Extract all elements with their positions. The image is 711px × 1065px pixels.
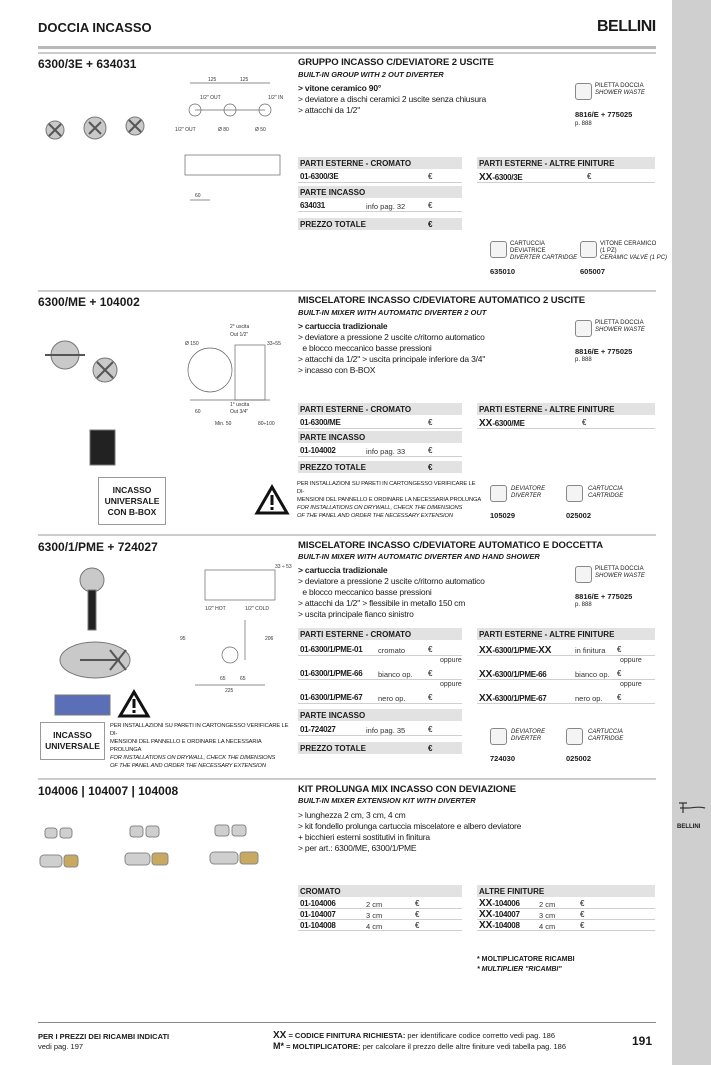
table-header: PARTE INCASSO — [298, 431, 462, 443]
shower-waste-icon — [575, 566, 592, 583]
universal-box-badge — [98, 477, 166, 525]
label: CARTUCCIA — [588, 729, 623, 735]
feature: > lunghezza 2 cm, 3 cm, 4 cm — [298, 810, 406, 820]
item-code: -6300/3E — [492, 173, 523, 182]
or-label: oppure — [620, 657, 642, 664]
total-row — [298, 461, 462, 473]
shower-waste-page: p. 888 — [575, 357, 592, 363]
xx-code: XX — [479, 909, 493, 920]
xx-code: XX — [479, 669, 493, 680]
item-code: -6300/1/PME- — [492, 646, 539, 655]
length: 2 cm — [539, 900, 556, 909]
table-row — [477, 416, 655, 429]
part-label — [511, 729, 545, 743]
or-label: oppure — [440, 657, 462, 664]
label: SHOWER WASTE — [595, 573, 645, 579]
item-code: -104006 — [492, 899, 520, 908]
finish: nero op. — [575, 694, 603, 703]
table-row — [477, 691, 655, 704]
dimension-label: 65 — [240, 676, 246, 682]
table-header: PARTI ESTERNE - CROMATO — [298, 403, 462, 415]
table-row — [298, 909, 462, 920]
key: XX — [273, 1030, 287, 1041]
shower-waste-label — [595, 320, 645, 334]
item-code: -104007 — [492, 910, 520, 919]
price: € — [582, 418, 587, 427]
table-row — [298, 723, 462, 736]
feature: > per art.: 6300/ME, 6300/1/PME — [298, 843, 417, 853]
total-label: PREZZO TOTALE — [300, 744, 366, 753]
label: PILETTA DOCCIA — [595, 566, 644, 572]
product-subtitle: BUILT-IN MIXER WITH AUTOMATIC DIVERTER AND HAND SHOWER — [298, 552, 540, 561]
price: € — [428, 744, 433, 753]
label: INCASSO — [53, 730, 92, 740]
table-row — [298, 691, 462, 704]
shower-waste-page: p. 888 — [575, 602, 592, 608]
price: € — [428, 201, 433, 210]
label: = CODICE FINITURA RICHIESTA: — [288, 1031, 406, 1040]
feature: > incasso con B-BOX — [298, 365, 376, 375]
finish: bianco op. — [575, 670, 610, 679]
technical-drawing — [170, 75, 290, 205]
feature: > vitone ceramico 90° — [298, 83, 382, 93]
dimension-label: Ø 50 — [255, 127, 266, 133]
shower-waste-code: 8816/E + 775025 — [575, 592, 633, 601]
feature: > cartuccia tradizionale — [298, 321, 388, 331]
label: CERAMIC VALVE (1 PC) — [600, 255, 668, 261]
xx-code: XX — [479, 645, 493, 656]
shower-waste-code: 8816/E + 775025 — [575, 110, 633, 119]
universal-box-badge — [40, 722, 105, 760]
cartridge-icon — [490, 241, 507, 258]
item-code: 01-6300/1/PME-66 — [300, 669, 363, 678]
label: (1 PZ) — [600, 248, 617, 254]
item-code: 01-6300/1/PME-67 — [300, 693, 363, 702]
part-code: 025002 — [566, 754, 592, 763]
part-code: 605007 — [580, 267, 606, 276]
legend-xx — [273, 1030, 566, 1041]
xx-code: XX — [479, 898, 493, 909]
part-code: 724030 — [490, 754, 516, 763]
product-subtitle: BUILT-IN MIXER EXTENSION KIT WITH DIVERTER — [298, 796, 476, 805]
total-row — [298, 742, 462, 754]
part-code: 635010 — [490, 267, 516, 276]
note-line: OF THE PANEL AND ORDER THE NECESSARY EXTENSION — [297, 513, 453, 519]
info: info pag. 33 — [366, 447, 406, 456]
dimension-label: Ø 150 — [185, 341, 199, 347]
drywall-note — [110, 722, 292, 770]
label: INCASSO — [112, 484, 152, 495]
label: SHOWER WASTE — [595, 327, 645, 333]
feature-list — [298, 810, 521, 854]
total-row — [298, 218, 462, 230]
label: DEVIATORE — [511, 486, 546, 492]
technical-drawing — [170, 320, 290, 430]
price: € — [428, 645, 433, 654]
part-label — [588, 729, 623, 743]
label: UNIVERSALE — [104, 495, 160, 506]
product-title: MISCELATORE INCASSO C/DEVIATORE AUTOMATICO E DOCCETTA — [298, 540, 604, 551]
price: € — [415, 910, 420, 919]
product-title: KIT PROLUNGA MIX INCASSO CON DEVIAZIONE — [298, 784, 516, 795]
item-code: 01-104002 — [300, 446, 336, 455]
feature: e blocco meccanico basse pressioni — [298, 587, 432, 597]
finish: in finitura — [575, 646, 606, 655]
price: € — [428, 725, 433, 734]
shower-waste-icon — [575, 320, 592, 337]
xx-code: XX — [538, 645, 552, 656]
table-row — [477, 643, 655, 656]
text: per calcolare il prezzo delle altre finiture vedi tabella pag. 186 — [362, 1042, 567, 1051]
item-code: 634031 — [300, 201, 325, 210]
item-code: 01-724027 — [300, 725, 336, 734]
table-row — [298, 667, 462, 680]
dimension-label: Out 3/4" — [230, 409, 249, 415]
note-line: FOR INSTALLATIONS ON DRYWALL, CHECK THE DIMENSIONS — [110, 755, 276, 761]
warning-icon — [255, 485, 289, 515]
cartridge-icon — [566, 728, 583, 745]
product-code: 6300/1/PME + 724027 — [38, 540, 158, 554]
dimension-label: Out 1/2" — [230, 332, 249, 338]
dimension-label: 225 — [225, 688, 234, 694]
price: € — [617, 693, 622, 702]
part-code: 105029 — [490, 511, 516, 520]
footer-spare-parts-note — [38, 1032, 169, 1052]
table-header: PARTI ESTERNE - ALTRE FINITURE — [477, 403, 655, 415]
feature: e blocco meccanico basse pressioni — [298, 343, 432, 353]
dimension-label: 1/2" OUT — [175, 127, 196, 133]
price: € — [428, 220, 433, 229]
technical-drawing — [175, 560, 295, 694]
feature: > deviatore a dischi ceramici 2 uscite senza chiusura — [298, 94, 487, 104]
price: € — [428, 172, 433, 181]
page-number: 191 — [632, 1034, 653, 1048]
product-subtitle: BUILT-IN MIXER WITH AUTOMATIC DIVERTER 2 OUT — [298, 308, 487, 317]
key: M* — [273, 1041, 284, 1051]
text: per identificare codice corretto vedi pag. 186 — [407, 1031, 556, 1040]
label: PILETTA DOCCIA — [595, 320, 644, 326]
feature: > uscita principale fianco sinistro — [298, 609, 414, 619]
length: 4 cm — [366, 922, 383, 931]
product-image-mixer-hand-shower — [40, 560, 170, 725]
price: € — [428, 669, 433, 678]
part-label — [511, 486, 545, 500]
feature: > deviatore a pressione 2 uscite c/ritorno automatico — [298, 332, 485, 342]
product-title: MISCELATORE INCASSO C/DEVIATORE AUTOMATICO 2 USCITE — [298, 295, 585, 306]
brand-title: BELLINI — [597, 18, 656, 35]
drywall-note — [297, 480, 482, 520]
note-line: MENSIONI DEL PANNELLO E ORDINARE LA NECESSARIA PROLUNGA — [110, 739, 262, 753]
note-line: PER I PREZZI DEI RICAMBI INDICATI — [38, 1032, 170, 1041]
diverter-icon — [490, 485, 507, 502]
length: 3 cm — [539, 911, 556, 920]
dimension-label: 1° uscita — [230, 402, 250, 408]
note-line: OF THE PANEL AND ORDER THE NECESSARY EXTENSION — [110, 763, 266, 769]
table-row — [298, 643, 462, 656]
table-row — [298, 444, 462, 457]
table-header: PARTI ESTERNE - ALTRE FINITURE — [477, 628, 655, 640]
price: € — [428, 418, 433, 427]
dimension-label: 95 — [180, 636, 186, 642]
label: DIVERTER CARTRIDGE — [510, 255, 578, 261]
table-row — [298, 898, 462, 909]
feature-list — [298, 321, 485, 376]
label: DIVERTER — [511, 493, 542, 499]
shower-waste-icon — [575, 83, 592, 100]
label: CARTUCCIA — [510, 241, 545, 247]
note-line: FOR INSTALLATIONS ON DRYWALL, CHECK THE DIMENSIONS — [297, 505, 463, 511]
note-line: MENSIONI DEL PANNELLO E ORDINARE LA NECESSARIA PROLUNGA — [297, 497, 482, 503]
product-image-extension-kits — [40, 820, 290, 880]
item-code: 01-104006 — [300, 899, 336, 908]
warning-icon — [118, 690, 150, 718]
footer-divider — [38, 1022, 656, 1023]
note-line: * MULTIPLIER "RICAMBI" — [477, 966, 562, 973]
shower-waste-label — [595, 83, 645, 97]
product-image-mixer — [40, 330, 160, 470]
part-label — [510, 241, 577, 262]
table-row — [298, 170, 462, 183]
dimension-label: 1/2" OUT — [200, 95, 221, 101]
total-label: PREZZO TOTALE — [300, 220, 366, 229]
dimension-label: 80÷100 — [258, 421, 275, 427]
feature: > cartuccia tradizionale — [298, 565, 388, 575]
table-header: PARTE INCASSO — [298, 709, 462, 721]
faucet-icon — [676, 800, 708, 816]
item-code: 01-104007 — [300, 910, 336, 919]
label: CARTRIDGE — [588, 736, 624, 742]
table-header: PARTI ESTERNE - CROMATO — [298, 157, 462, 169]
section-divider — [38, 290, 656, 292]
length: 4 cm — [539, 922, 556, 931]
dimension-label: Ø 80 — [218, 127, 229, 133]
label: DIVERTER — [511, 736, 542, 742]
table-header: PARTI ESTERNE - CROMATO — [298, 628, 462, 640]
price: € — [415, 921, 420, 930]
price: € — [428, 693, 433, 702]
dimension-label: 33 ÷ 53 — [275, 564, 292, 570]
dimension-label: 125 — [240, 77, 249, 83]
dimension-label: 60 — [195, 409, 201, 415]
item-code: 01-6300/1/PME-01 — [300, 645, 363, 654]
xx-code: XX — [479, 693, 493, 704]
table-row — [477, 909, 655, 920]
label: DEVIATORE — [511, 729, 546, 735]
multiplier-note — [477, 955, 575, 975]
finish: nero op. — [378, 694, 406, 703]
item-code: 01-6300/3E — [300, 172, 339, 181]
dimension-label: 206 — [265, 636, 274, 642]
category-title: DOCCIA INCASSO — [38, 20, 152, 35]
dimension-label: Min. 50 — [215, 421, 232, 427]
part-label — [588, 486, 623, 500]
table-row — [477, 920, 655, 931]
feature: > attacchi da 1/2" — [298, 105, 361, 115]
info: info pag. 35 — [366, 726, 406, 735]
note-line: PER INSTALLAZIONI SU PARETI IN CARTONGESSO VERIFICARE LE DI- — [297, 481, 476, 495]
label: CON B-BOX — [107, 506, 157, 517]
part-code: 025002 — [566, 511, 592, 520]
product-code: 6300/3E + 634031 — [38, 57, 137, 71]
item-code: -6300/ME — [492, 419, 525, 428]
label: = MOLTIPLICATORE: — [286, 1042, 361, 1051]
table-header: ALTRE FINITURE — [477, 885, 655, 897]
ceramic-valve-icon — [580, 241, 597, 258]
feature: + bicchieri esterni sostitutivi in finitura — [298, 832, 430, 842]
feature: > attacchi da 1/2" > uscita principale inferiore da 3/4" — [298, 354, 486, 364]
label: DEVIATRICE — [510, 248, 546, 254]
length: 2 cm — [366, 900, 383, 909]
side-brand: BELLINI — [677, 824, 701, 830]
price: € — [428, 463, 433, 472]
note-line: PER INSTALLAZIONI SU PARETI IN CARTONGESSO VERIFICARE LE DI- — [110, 723, 289, 737]
feature-list — [298, 83, 486, 116]
price: € — [580, 910, 585, 919]
xx-code: XX — [479, 172, 493, 183]
dimension-label: 125 — [208, 77, 217, 83]
table-row — [298, 199, 462, 212]
cartridge-icon — [566, 485, 583, 502]
dimension-label: 2° uscita — [230, 324, 250, 330]
table-row — [298, 920, 462, 931]
length: 3 cm — [366, 911, 383, 920]
label: SHOWER WASTE — [595, 90, 645, 96]
xx-code: XX — [479, 418, 493, 429]
dimension-label: 1/2" COLD — [245, 606, 270, 612]
feature: > deviatore a pressione 2 uscite c/ritorno automatico — [298, 576, 485, 586]
label: VITONE CERAMICO — [600, 241, 657, 247]
shower-waste-page: p. 888 — [575, 121, 592, 127]
feature: > attacchi da 1/2" > flessibile in metallo 150 cm — [298, 598, 466, 608]
table-row — [477, 667, 655, 680]
dimension-label: 65 — [220, 676, 226, 682]
info: info pag. 32 — [366, 202, 406, 211]
section-divider — [38, 778, 656, 780]
item-code: 01-6300/ME — [300, 418, 341, 427]
side-tab — [672, 0, 711, 1065]
product-code: 104006 | 104007 | 104008 — [38, 784, 179, 798]
product-subtitle: BUILT-IN GROUP WITH 2 OUT DIVERTER — [298, 70, 444, 79]
xx-code: XX — [479, 920, 493, 931]
or-label: oppure — [440, 681, 462, 688]
dimension-label: 1/2" IN — [268, 95, 284, 101]
price: € — [428, 446, 433, 455]
product-title: GRUPPO INCASSO C/DEVIATORE 2 USCITE — [298, 57, 494, 68]
item-code: -104008 — [492, 921, 520, 930]
item-code: -6300/1/PME-67 — [492, 694, 547, 703]
note-line: vedi pag. 197 — [38, 1042, 84, 1051]
feature: > kit fondello prolunga cartuccia miscelatore e albero deviatore — [298, 821, 522, 831]
table-header: PARTE INCASSO — [298, 186, 462, 198]
shower-waste-label — [595, 566, 645, 580]
label: CARTRIDGE — [588, 493, 624, 499]
note-line: * MOLTIPLICATORE RICAMBI — [477, 956, 575, 963]
dimension-label: 33÷55 — [267, 341, 281, 347]
label: PILETTA DOCCIA — [595, 83, 644, 89]
footer-legend — [273, 1030, 566, 1052]
item-code: 01-104008 — [300, 921, 336, 930]
item-code: -6300/1/PME-66 — [492, 670, 547, 679]
diverter-icon — [490, 728, 507, 745]
price: € — [617, 669, 622, 678]
label: CARTUCCIA — [588, 486, 623, 492]
label: UNIVERSALE — [45, 741, 100, 751]
feature-list — [298, 565, 485, 620]
dimension-label: 1/2" HOT — [205, 606, 226, 612]
price: € — [580, 899, 585, 908]
section-divider — [38, 52, 656, 54]
total-label: PREZZO TOTALE — [300, 463, 366, 472]
finish: bianco op. — [378, 670, 413, 679]
price: € — [587, 172, 592, 181]
or-label: oppure — [620, 681, 642, 688]
product-code: 6300/ME + 104002 — [38, 295, 140, 309]
dimension-label: 60 — [195, 193, 201, 199]
shower-waste-code: 8816/E + 775025 — [575, 347, 633, 356]
price: € — [617, 645, 622, 654]
price: € — [580, 921, 585, 930]
table-header: CROMATO — [298, 885, 462, 897]
product-image-faucet-handles — [40, 110, 160, 150]
table-row — [298, 416, 462, 429]
header-divider — [38, 46, 656, 49]
table-row — [477, 898, 655, 909]
part-label — [600, 241, 667, 262]
finish: cromato — [378, 646, 406, 655]
section-divider — [38, 534, 656, 536]
price: € — [415, 899, 420, 908]
legend-m — [273, 1041, 566, 1052]
table-row — [477, 170, 655, 183]
table-header: PARTI ESTERNE - ALTRE FINITURE — [477, 157, 655, 169]
